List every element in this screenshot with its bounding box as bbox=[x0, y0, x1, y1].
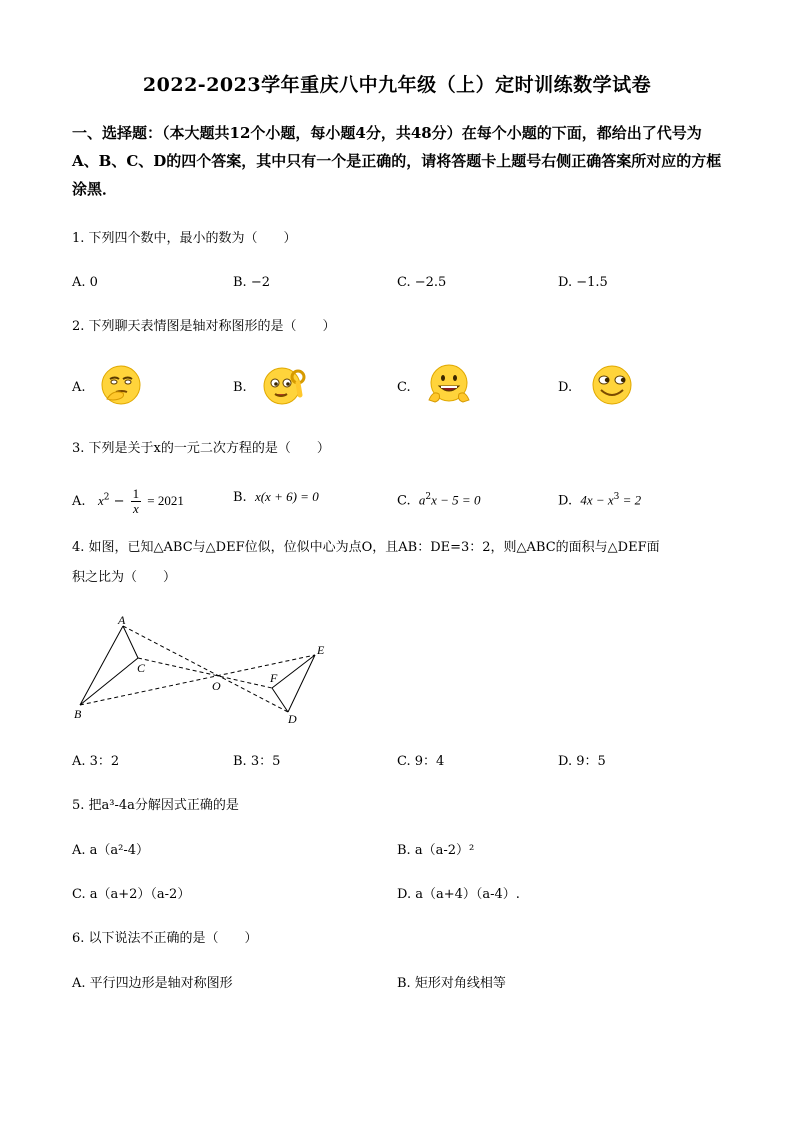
segment-ca bbox=[123, 626, 138, 658]
label-point-c: C bbox=[137, 661, 146, 675]
q2-option-a: A. bbox=[72, 380, 86, 395]
similar-triangles-figure bbox=[60, 610, 350, 730]
label-point-d: D bbox=[288, 712, 297, 726]
dashed-be bbox=[80, 655, 315, 705]
label-point-a: A bbox=[118, 613, 126, 627]
q3-option-a-label: A. bbox=[72, 494, 86, 509]
q3-option-d: D. $4x - x^3 = 2$ bbox=[558, 492, 642, 509]
q4-option-d: D. 9：5 bbox=[558, 754, 606, 769]
q4-option-a: A. 3：2 bbox=[72, 754, 120, 769]
thinking-smirk-emoji-icon bbox=[99, 363, 143, 407]
q3-d-rest: = 2 bbox=[619, 492, 642, 508]
q3-a-rhs: = 2021 bbox=[147, 493, 184, 508]
segment-bc bbox=[80, 658, 138, 705]
q3-b-expression: x(x + 6) = 0 bbox=[254, 489, 319, 504]
segment-ab bbox=[80, 626, 123, 705]
label-point-e: E bbox=[317, 643, 325, 657]
q3-a-denominator: x bbox=[132, 501, 139, 516]
q5-option-a: A. a（a²-4） bbox=[72, 843, 150, 858]
q5-option-c: C. a（a+2）（a-2） bbox=[72, 887, 191, 902]
section-instructions: 一、选择题：（本大题共12个小题，每小题4分，共48分）在每个小题的下面，都给出了代号为A、B、C、D的四个答案，其中只有一个是正确的，请将答题卡上题号右侧正确答案所对应的方框涂黑． bbox=[72, 124, 722, 198]
question-2-stem: 2. 下列聊天表情图是轴对称图形的是（ ） bbox=[72, 319, 336, 334]
question-6-stem: 6. 以下说法不正确的是（ ） bbox=[72, 931, 258, 946]
q3-option-a: A. $x^2$ − $\frac{1}{x}$ = 2021 bbox=[72, 486, 184, 516]
q2-option-c: C. bbox=[397, 380, 411, 395]
q3-c-rest: x − 5 = 0 bbox=[431, 492, 481, 508]
q3-d-expression: 4x − x bbox=[580, 492, 614, 508]
question-5-stem: 5. 把a³-4a分解因式正确的是 bbox=[72, 798, 239, 813]
question-1-stem: 1. 下列四个数中，最小的数为（ ） bbox=[72, 231, 297, 246]
q2-option-d: D. bbox=[558, 380, 573, 395]
dashed-ad bbox=[123, 626, 288, 712]
question-4-stem-line2: 积之比为（ ） bbox=[72, 570, 177, 585]
q3-option-c-label: C. bbox=[397, 493, 411, 509]
question-3-stem: 3. 下列是关于x的一元二次方程的是（ ） bbox=[72, 441, 330, 456]
q1-option-b: B. −2 bbox=[233, 275, 270, 290]
label-point-o: O bbox=[212, 679, 221, 693]
q1-option-c: C. −2.5 bbox=[397, 275, 447, 290]
q5-option-d: D. a（a+4）（a-4）. bbox=[397, 887, 520, 902]
q4-option-c: C. 9：4 bbox=[397, 754, 445, 769]
q3-a-fraction bbox=[131, 487, 142, 516]
q1-option-d: D. −1.5 bbox=[558, 275, 608, 290]
side-eye-smile-emoji-icon bbox=[589, 363, 635, 407]
label-point-f: F bbox=[270, 671, 278, 685]
q3-a-numerator: 1 bbox=[132, 486, 140, 501]
page-title: 2022-2023学年重庆八中九年级（上）定时训练数学试卷 bbox=[142, 74, 652, 96]
q5-option-b: B. a（a-2）² bbox=[397, 843, 475, 858]
question-4-stem-line1: 4. 如图，已知△ABC与△DEF位似，位似中心为点O，且AB：DE=3：2，则△ABC的面积与△DEF面 bbox=[72, 540, 660, 555]
ok-hand-emoji-icon bbox=[262, 363, 308, 407]
q1-option-a: A. 0 bbox=[72, 275, 98, 290]
q3-option-b-label: B. bbox=[233, 490, 247, 505]
q6-option-a: A. 平行四边形是轴对称图形 bbox=[72, 976, 233, 991]
q2-option-b: B. bbox=[233, 380, 247, 395]
segment-ed bbox=[288, 655, 315, 712]
q3-a-term-x: x bbox=[97, 493, 104, 508]
grin-hands-emoji-icon bbox=[426, 362, 472, 408]
dashed-cf bbox=[138, 658, 272, 688]
q3-c-term-a: a bbox=[418, 492, 426, 508]
segment-df bbox=[272, 688, 288, 712]
q4-option-b: B. 3：5 bbox=[233, 754, 281, 769]
q3-option-c: C. $a^2x - 5 = 0$ bbox=[397, 492, 481, 509]
q6-option-b: B. 矩形对角线相等 bbox=[397, 976, 506, 991]
q3-option-b bbox=[233, 487, 319, 508]
q3-option-d-label: D. bbox=[558, 493, 573, 509]
label-point-b: B bbox=[74, 707, 82, 721]
